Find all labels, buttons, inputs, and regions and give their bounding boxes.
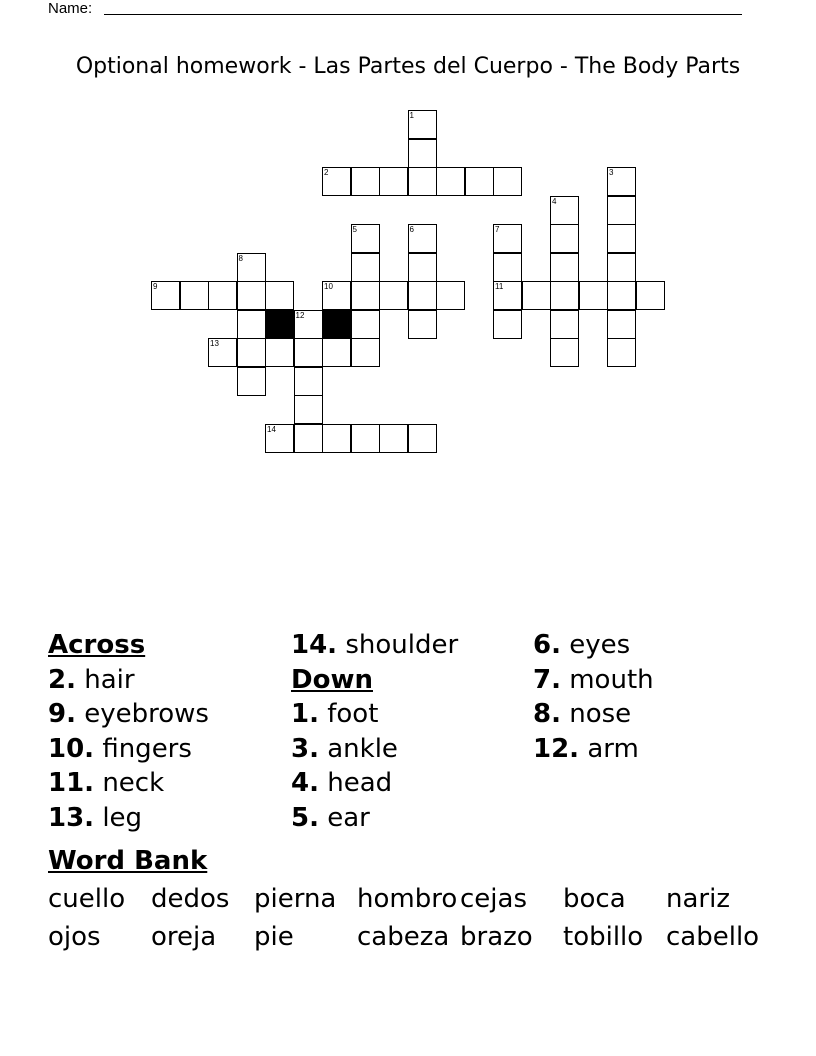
clues-column-2: [291, 628, 531, 835]
crossword-cell[interactable]: [579, 281, 608, 310]
clue-across-14: 14. shoulder: [291, 630, 459, 660]
crossword-cell[interactable]: [550, 281, 579, 310]
word-bank-item: pie: [254, 922, 294, 952]
name-label: Name:: [48, 0, 93, 17]
word-bank-item: cejas: [460, 884, 527, 914]
crossword-cell[interactable]: [607, 338, 636, 367]
crossword-cell[interactable]: [408, 167, 437, 196]
clue-down-1: 1. foot: [291, 699, 379, 729]
word-bank-item: cabeza: [357, 922, 450, 952]
clue-down-5: 5. ear: [291, 802, 370, 833]
clue-across-13: 13. leg: [48, 802, 143, 833]
crossword-cell[interactable]: [265, 281, 294, 310]
crossword-black-cell: [322, 310, 351, 339]
crossword-cell[interactable]: [208, 338, 237, 367]
clue-number: 7: [495, 225, 500, 234]
crossword-black-cell: [265, 310, 294, 339]
crossword-cell[interactable]: [493, 310, 522, 339]
crossword-cell[interactable]: [607, 310, 636, 339]
word-bank-title: Word Bank: [48, 846, 208, 876]
clue-down-4: 4. head: [291, 768, 393, 798]
clue-down-7: 7. mouth: [533, 664, 654, 695]
word-bank-item: oreja: [151, 922, 217, 952]
crossword-cell[interactable]: [436, 167, 465, 196]
crossword-cell[interactable]: [180, 281, 209, 310]
clue-number: 8: [238, 253, 243, 263]
crossword-cell[interactable]: [408, 424, 437, 453]
clue-number: 9: [153, 282, 158, 291]
clue-number: 11: [495, 282, 504, 291]
clue-number: 1: [409, 111, 414, 120]
clue-across-11: 11. neck: [48, 768, 165, 798]
crossword-cell[interactable]: [607, 253, 636, 282]
clue-across-10: 10. fingers: [48, 733, 192, 764]
clue-number: 4: [552, 196, 557, 206]
clue-number: 12: [295, 310, 305, 320]
word-bank-item: ojos: [48, 922, 101, 952]
crossword-cell[interactable]: [408, 139, 437, 168]
crossword-cell[interactable]: [151, 281, 180, 310]
crossword-cell[interactable]: [379, 167, 408, 196]
crossword-cell[interactable]: [522, 281, 551, 310]
crossword-cell[interactable]: [322, 281, 351, 310]
crossword-cell[interactable]: [379, 424, 408, 453]
clue-across-2: 2. hair: [48, 664, 135, 695]
crossword-cell[interactable]: [294, 424, 323, 453]
word-bank-item: nariz: [666, 884, 730, 914]
clue-number: 6: [409, 225, 414, 234]
word-bank-item: cabello: [666, 922, 760, 952]
clue-number: 10: [324, 282, 333, 291]
crossword-cell[interactable]: [493, 167, 522, 196]
clue-number: 5: [352, 225, 357, 234]
word-bank-item: cuello: [48, 884, 126, 914]
clue-number: 14: [267, 424, 276, 434]
word-bank-item: tobillo: [563, 922, 644, 952]
crossword-cell[interactable]: [351, 338, 380, 367]
crossword-cell[interactable]: [351, 281, 380, 310]
crossword-cell[interactable]: [550, 253, 579, 282]
crossword-cell[interactable]: [408, 281, 437, 310]
crossword-cell[interactable]: [265, 424, 294, 453]
word-bank-item: hombro: [357, 884, 458, 914]
crossword-cell[interactable]: [294, 338, 323, 367]
clue-down-8: 8. nose: [533, 699, 632, 729]
crossword-cell[interactable]: [208, 281, 237, 310]
crossword-cell[interactable]: [237, 253, 266, 282]
crossword-grid: [0, 0, 816, 480]
crossword-cell[interactable]: [322, 424, 351, 453]
crossword-cell[interactable]: [237, 367, 266, 396]
word-bank-item: brazo: [460, 922, 533, 952]
crossword-cell[interactable]: [607, 167, 636, 196]
crossword-cell[interactable]: [607, 196, 636, 225]
clue-number: 13: [210, 339, 219, 348]
crossword-cell[interactable]: [607, 281, 636, 310]
clue-down-6: 6. eyes: [533, 630, 631, 660]
crossword-cell[interactable]: [465, 167, 494, 196]
crossword-cell[interactable]: [351, 167, 380, 196]
clue-number: 3: [609, 168, 614, 177]
crossword-cell[interactable]: [493, 224, 522, 253]
crossword-cell[interactable]: [351, 424, 380, 453]
clue-down-3: 3. ankle: [291, 733, 398, 764]
word-bank-item: pierna: [254, 884, 337, 914]
crossword-cell[interactable]: [379, 281, 408, 310]
clue-number: 2: [324, 168, 329, 177]
crossword-cell[interactable]: [408, 310, 437, 339]
crossword-cell[interactable]: [351, 310, 380, 339]
clue-across-9: 9. eyebrows: [48, 699, 209, 729]
crossword-cell[interactable]: [493, 281, 522, 310]
crossword-cell[interactable]: [408, 253, 437, 282]
crossword-cell[interactable]: [493, 253, 522, 282]
crossword-cell[interactable]: [436, 281, 465, 310]
crossword-cell[interactable]: [294, 310, 323, 339]
crossword-cell[interactable]: [351, 253, 380, 282]
crossword-cell[interactable]: [237, 310, 266, 339]
clues-column-1: [48, 628, 288, 835]
across-heading: Across: [48, 630, 146, 660]
crossword-cell[interactable]: [237, 281, 266, 310]
crossword-cell[interactable]: [265, 338, 294, 367]
crossword-cell[interactable]: [550, 338, 579, 367]
down-heading: Down: [291, 664, 373, 695]
crossword-cell[interactable]: [550, 310, 579, 339]
crossword-cell[interactable]: [550, 196, 579, 225]
crossword-cell[interactable]: [636, 281, 665, 310]
crossword-cell[interactable]: [237, 338, 266, 367]
crossword-cell[interactable]: [607, 224, 636, 253]
crossword-cell[interactable]: [322, 338, 351, 367]
crossword-cell[interactable]: [408, 224, 437, 253]
crossword-cell[interactable]: [322, 167, 351, 196]
clue-down-12: 12. arm: [533, 733, 639, 764]
crossword-cell[interactable]: [550, 224, 579, 253]
clues-column-3: [533, 628, 773, 766]
crossword-cell[interactable]: [294, 367, 323, 396]
crossword-cell[interactable]: [294, 395, 323, 424]
page-title: Optional homework - Las Partes del Cuerpo - The Body Parts: [75, 54, 741, 79]
word-bank-item: dedos: [151, 884, 230, 914]
crossword-cell[interactable]: [351, 224, 380, 253]
crossword-cell[interactable]: [408, 110, 437, 139]
word-bank-item: boca: [563, 884, 626, 914]
